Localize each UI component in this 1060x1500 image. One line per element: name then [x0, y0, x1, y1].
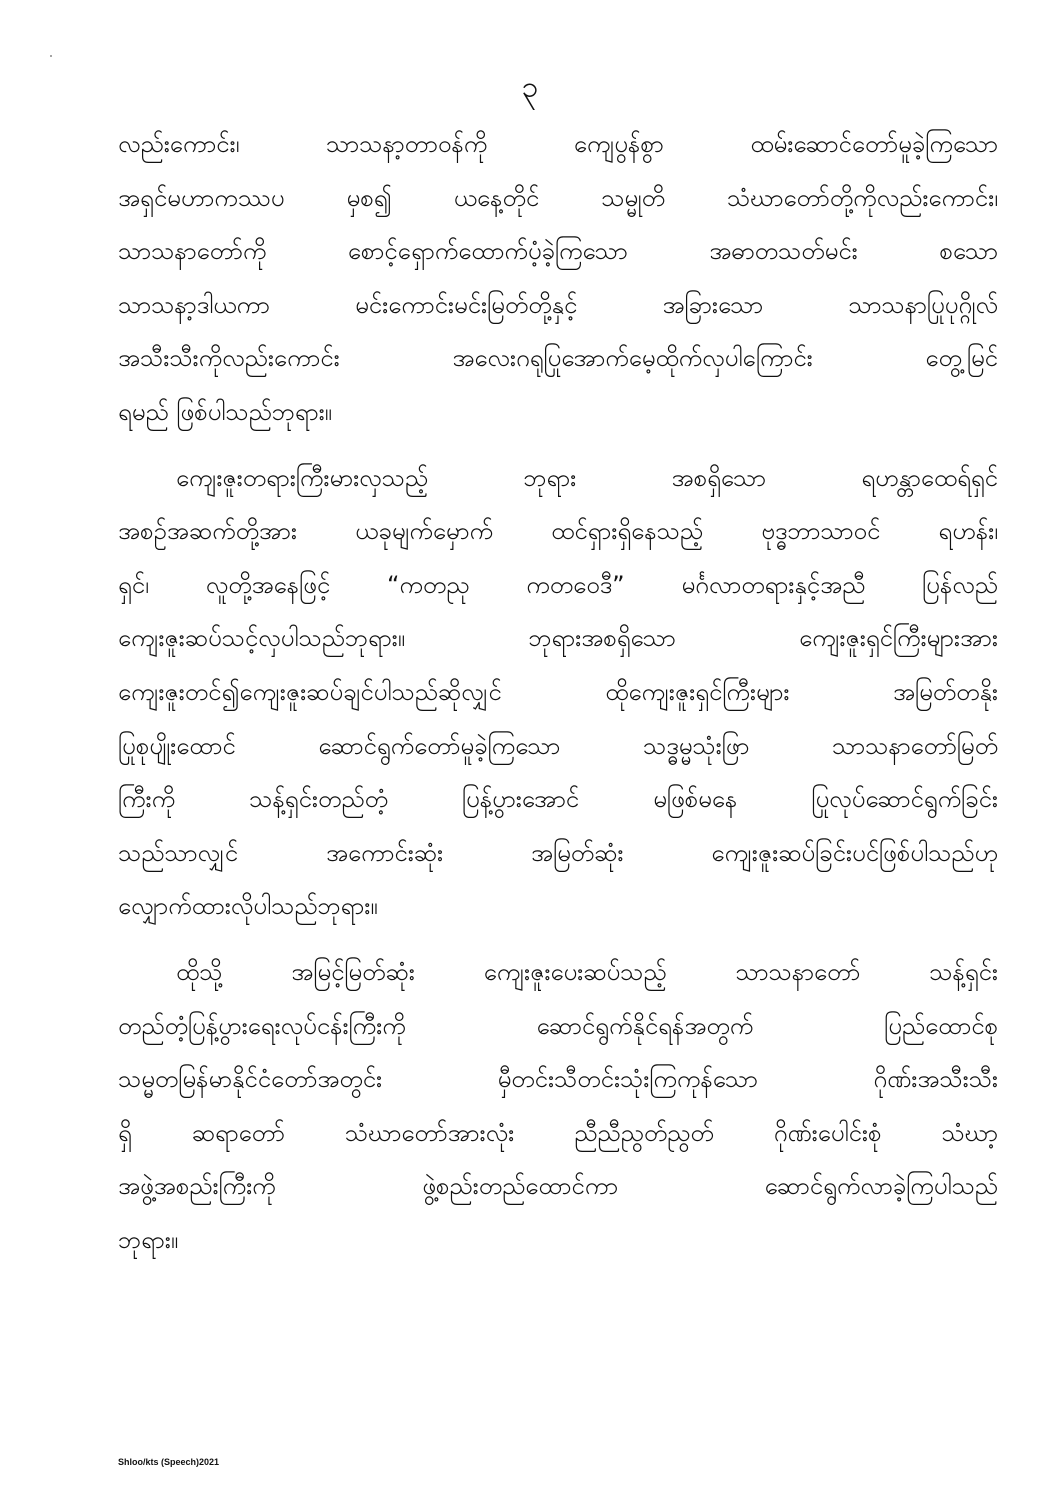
text-line: အစဉ်အဆက်တို့အား ယခုမျက်မှောက် ထင်ရှားရှိနေသည့် ဗုဒ္ဓဘာသာဝင် ရဟန်း၊	[118, 517, 998, 546]
text-line: ထိုသို့ အမြင့်မြတ်ဆုံး ကျေးဇူးပေးဆပ်သည့် သာသနာတော် သန့်ရှင်း	[176, 957, 998, 986]
scan-speck	[50, 55, 52, 57]
text-line: လည်းကောင်း၊ သာသနာ့တာဝန်ကို ကျေပွန်စွာ ထမ်းဆောင်တော်မူခဲ့ကြသော	[118, 130, 998, 158]
text-line: သာသနာတော်ကို စောင့်ရှောက်ထောက်ပံ့ခဲ့ကြသော အဓာတသတ်မင်း စသော	[118, 237, 998, 266]
text-line: သည်သာလျှင် အကောင်းဆုံး အမြတ်ဆုံး ကျေးဇူးဆပ်ခြင်းပင်ဖြစ်ပါသည်ဟု	[118, 838, 998, 867]
text-line: လျှောက်ထားလိုပါသည်ဘုရား။	[118, 892, 378, 921]
paragraph-2	[118, 452, 998, 934]
text-line: ကြီးကို သန့်ရှင်းတည်တံ့ ပြန့်ပွားအောင် မဖြစ်မနေ ပြုလုပ်ဆောင်ရွက်ခြင်း	[118, 785, 998, 814]
text-line: ဘုရား။	[118, 1225, 179, 1254]
text-line: ရှိ ဆရာတော် သံဃာတော်အားလုံး ညီညီညွတ်ညွတ် ဂိုဏ်းပေါင်းစုံ သံဃာ့	[118, 1118, 998, 1147]
document-body	[118, 118, 998, 1279]
text-line: ရှင်၊ လူတို့အနေဖြင့် “ကတညု ကတဝေဒီ” မင်္ဂလာတရားနှင့်အညီ ပြန်လည်	[118, 570, 998, 599]
text-line: သာသနာ့ဒါယကာ မင်းကောင်းမင်းမြတ်တို့နှင့် အခြားသော သာသနာပြုပုဂ္ဂိုလ်	[118, 290, 998, 319]
paragraph-1	[118, 118, 998, 440]
text-line: တည်တံ့ပြန့်ပွားရေးလုပ်ငန်းကြီးကို ဆောင်ရွက်နိုင်ရန်အတွက် ပြည်ထောင်စု	[118, 1011, 998, 1040]
text-line: ကျေးဇူးတင်၍ကျေးဇူးဆပ်ချင်ပါသည်ဆိုလျှင် ထိုကျေးဇူးရှင်ကြီးများ အမြတ်တနိုး	[118, 677, 998, 706]
text-line: အရှင်မဟာကဿပ မှစ၍ ယနေ့တိုင် သမ္မုတိ သံဃာတော်တို့ကိုလည်းကောင်း၊	[118, 183, 998, 212]
text-line: ပြုစုပျိုးထောင် ဆောင်ရွက်တော်မူခဲ့ကြသော သဒ္ဓမ္မသုံးဖြာ သာသနာတော်မြတ်	[118, 731, 998, 760]
text-line: ကျေးဇူးဆပ်သင့်လှပါသည်ဘုရား။ ဘုရားအစရှိသော ကျေးဇူးရှင်ကြီးများအား	[118, 624, 998, 653]
page-number: ၃	[521, 70, 539, 105]
text-line: အသီးသီးကိုလည်းကောင်း အလေးဂရုပြုအောက်မေ့ထိုက်လှပါကြောင်း တွေ့မြင်	[118, 344, 998, 373]
text-line: သမ္မတမြန်မာနိုင်ငံတော်အတွင်း မှီတင်းသီတင်းသုံးကြကုန်သော ဂိုဏ်းအသီးသီး	[118, 1065, 998, 1094]
text-line: ရမည် ဖြစ်ပါသည်ဘုရား။	[118, 397, 332, 426]
text-line: ကျေးဇူးတရားကြီးမားလှသည့် ဘုရား အစရှိသော ရဟန္တာထေရ်ရှင်	[176, 463, 998, 492]
footer-reference: Shloo/kts (Speech)2021	[118, 1457, 220, 1467]
paragraph-3	[118, 946, 998, 1268]
text-line: အဖွဲ့အစည်းကြီးကို ဖွဲ့စည်းတည်ထောင်ကာ ဆောင်ရွက်လာခဲ့ကြပါသည်	[118, 1172, 998, 1201]
